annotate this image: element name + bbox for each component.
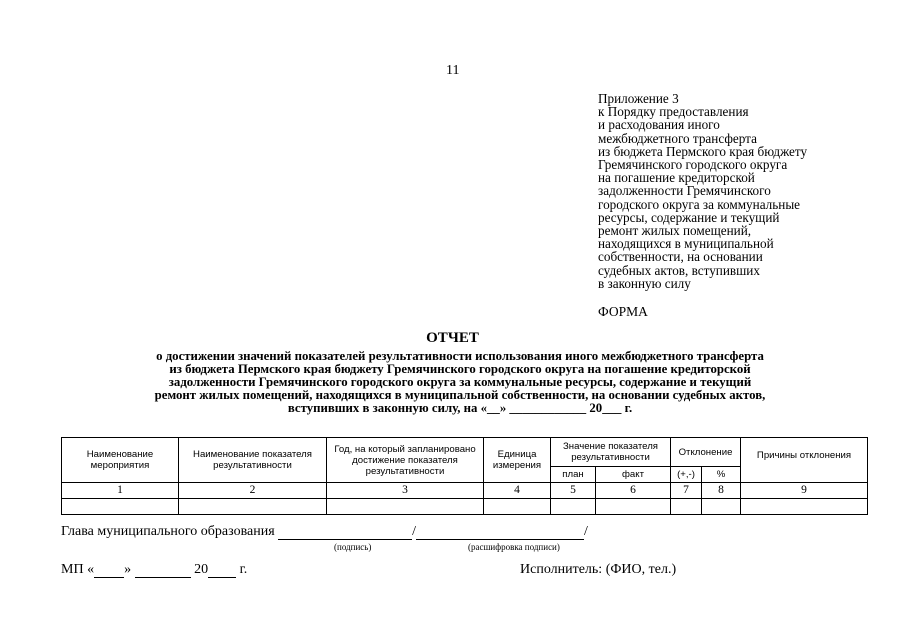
- appendix-line: на погашение кредиторской: [598, 170, 755, 186]
- executor-label: Исполнитель: (ФИО, тел.): [520, 562, 677, 577]
- year-prefix: 20: [194, 562, 209, 577]
- header-value-group: Значение показателя результативности: [551, 438, 671, 467]
- appendix-line: из бюджета Пермского края бюджету: [598, 143, 808, 159]
- form-label: ФОРМА: [598, 304, 648, 319]
- page-number: 11: [446, 63, 460, 78]
- stamp-label: МП: [61, 562, 84, 577]
- table-row: [62, 499, 868, 515]
- appendix-line: Приложение 3: [598, 91, 679, 106]
- month-blank: [135, 563, 191, 578]
- table-cell: [327, 499, 484, 515]
- report-subtitle-line: ремонт жилых помещений, находящихся в муниципальной собственности, на основании судебных актов,: [154, 388, 766, 402]
- header-fact: факт: [596, 467, 671, 483]
- report-subtitle-line: из бюджета Пермского края бюджету Гремячинского городского округа на погашение кредиторской: [169, 362, 751, 376]
- signature-blank: [278, 525, 412, 540]
- report-subtitle-line: о достижении значений показателей результативности использования иного межбюджетного трансферта: [156, 349, 764, 363]
- signature-line: [61, 524, 588, 540]
- appendix-line: к Порядку предоставления: [598, 104, 749, 120]
- report-table: [61, 437, 868, 515]
- table-cell: [484, 499, 551, 515]
- column-number: 2: [179, 483, 327, 499]
- header-event-name: Наименование мероприятия: [62, 438, 179, 483]
- signature-slash: /: [412, 524, 417, 539]
- stamp-date-line: [61, 562, 247, 578]
- appendix-line: ресурсы, содержание и текущий: [598, 209, 780, 225]
- year-suffix: г.: [239, 562, 248, 577]
- report-subtitle-line: вступивших в законную силу, на «__» ____________ 20___ г.: [287, 401, 633, 415]
- appendix-line: межбюджетного трансферта: [598, 130, 757, 146]
- day-blank: [94, 563, 124, 578]
- appendix-block: [598, 92, 858, 290]
- column-number: 4: [484, 483, 551, 499]
- table-cell: [551, 499, 596, 515]
- appendix-line: Гремячинского городского округа: [598, 157, 788, 173]
- header-deviation-pct: %: [702, 467, 741, 483]
- appendix-line: судебных актов, вступивших: [598, 262, 760, 278]
- table-cell: [179, 499, 327, 515]
- appendix-line: задолженности Гремячинского: [598, 183, 771, 199]
- signature-label: Глава муниципального образования: [61, 524, 275, 539]
- appendix-line: и расходования иного: [598, 117, 720, 133]
- table-cell: [62, 499, 179, 515]
- year-blank: [208, 563, 236, 578]
- header-plan: план: [551, 467, 596, 483]
- column-number: 1: [62, 483, 179, 499]
- column-number: 7: [671, 483, 702, 499]
- column-number: 5: [551, 483, 596, 499]
- report-subtitle-line: задолженности Гремячинского городского округа за коммунальные ресурсы, содержание и текущий: [168, 375, 752, 389]
- column-number: 8: [702, 483, 741, 499]
- appendix-line: ремонт жилых помещений,: [598, 223, 752, 239]
- header-reasons: Причины отклонения: [741, 438, 868, 483]
- column-number: 9: [741, 483, 868, 499]
- table-cell: [741, 499, 868, 515]
- header-deviation-abs: (+,-): [671, 467, 702, 483]
- header-deviation-group: Отклонение: [671, 438, 741, 467]
- quote-close: »: [124, 562, 132, 577]
- table-cell: [702, 499, 741, 515]
- appendix-line: находящихся в муниципальной: [598, 236, 774, 252]
- appendix-line: собственности, на основании: [598, 249, 763, 265]
- header-indicator-name: Наименование показателя результативности: [179, 438, 327, 483]
- report-title: ОТЧЕТ: [426, 330, 479, 346]
- report-subtitle: [80, 350, 840, 415]
- signature-decode-blank: [416, 525, 584, 540]
- table-cell: [671, 499, 702, 515]
- appendix-line: городского округа за коммунальные: [598, 196, 801, 212]
- column-number: 3: [327, 483, 484, 499]
- signature-decode-caption: (расшифровка подписи): [468, 542, 560, 552]
- header-planned-year: Год, на который запланировано достижение показателя результативности: [327, 438, 484, 483]
- signature-caption: (подпись): [334, 542, 372, 552]
- header-unit: Единица измерения: [484, 438, 551, 483]
- signature-slash: /: [584, 524, 588, 539]
- column-number: 6: [596, 483, 671, 499]
- table-cell: [596, 499, 671, 515]
- quote-open: «: [87, 562, 95, 577]
- appendix-line: в законную силу: [598, 275, 691, 291]
